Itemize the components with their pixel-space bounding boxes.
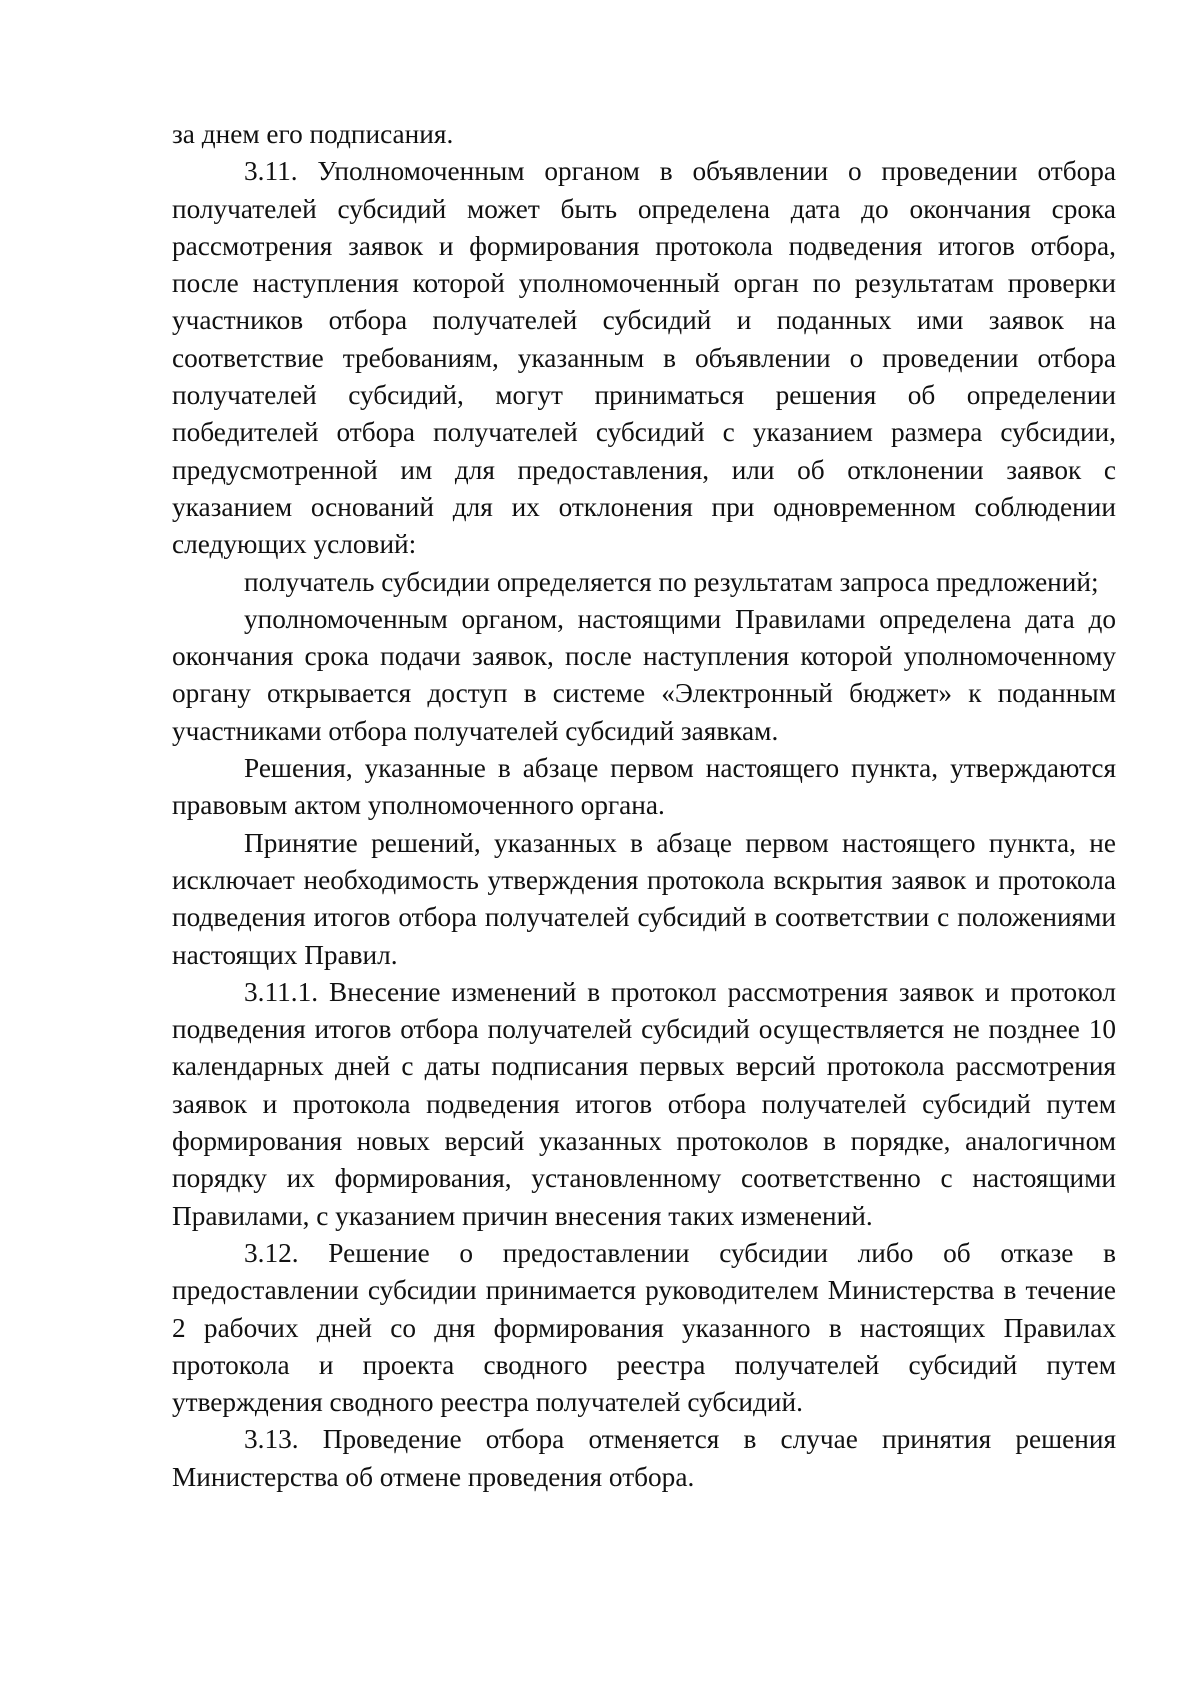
paragraph-3-11-1: 3.11.1. Внесение изменений в протокол рассмотрения заявок и протокол подведения итогов отбора получателей субсидий осуществляется не позднее 10 календарных дней с даты подписания первых версий протокола рассмотрения заявок и протокола подведения итогов отбора получателей субсидий путем формирования новых версий указанных протоколов в порядке, аналогичном порядку их формирования, установленному соответственно с настоящими Правилами, с указанием причин внесения таких изменений. <box>172 976 1116 1231</box>
paragraph-condition-1: получатель субсидии определяется по результатам запроса предложений; <box>244 566 1099 597</box>
paragraph-decisions-approval: Решения, указанные в абзаце первом настоящего пункта, утверждаются правовым актом уполномоченного органа. <box>172 753 1116 821</box>
paragraph-3-12: 3.12. Решение о предоставлении субсидии либо об отказе в предоставлении субсидии принимается руководителем Министерства в течение 2 рабочих дней со дня формирования указанного в настоящих Правилах протокола и проекта сводного реестра получателей субсидий путем утверждения сводного реестра получателей субсидий. <box>172 1237 1116 1418</box>
paragraph-decisions-protocol: Принятие решений, указанных в абзаце первом настоящего пункта, не исключает необходимость утверждения протокола вскрытия заявок и протокола подведения итогов отбора получателей субсидий в соответствии с положениями настоящих Правил. <box>172 827 1116 970</box>
paragraph-3-11: 3.11. Уполномоченным органом в объявлении о проведении отбора получателей субсидий может быть определена дата до окончания срока рассмотрения заявок и формирования протокола подведения итогов отбора, после наступления которой уполномоченный орган по результатам проверки участников отбора получателей субсидий и поданных ими заявок на соответствие требованиям, указанным в объявлении о проведении отбора получателей субсидий, могут приниматься решения об определении победителей отбора получателей субсидий с указанием размера субсидии, предусмотренной им для предоставления, или об отклонении заявок с указанием оснований для их отклонения при одновременном соблюдении следующих условий: <box>172 156 1116 560</box>
document-body <box>172 116 1116 1496</box>
paragraph-3-13: 3.13. Проведение отбора отменяется в случае принятия решения Министерства об отмене проведения отбора. <box>172 1424 1116 1492</box>
paragraph-condition-2: уполномоченным органом, настоящими Правилами определена дата до окончания срока подачи заявок, после наступления которой уполномоченному органу открывается доступ в системе «Электронный бюджет» к поданным участниками отбора получателей субсидий заявкам. <box>172 603 1116 746</box>
paragraph-continuation: за днем его подписания. <box>172 119 454 149</box>
